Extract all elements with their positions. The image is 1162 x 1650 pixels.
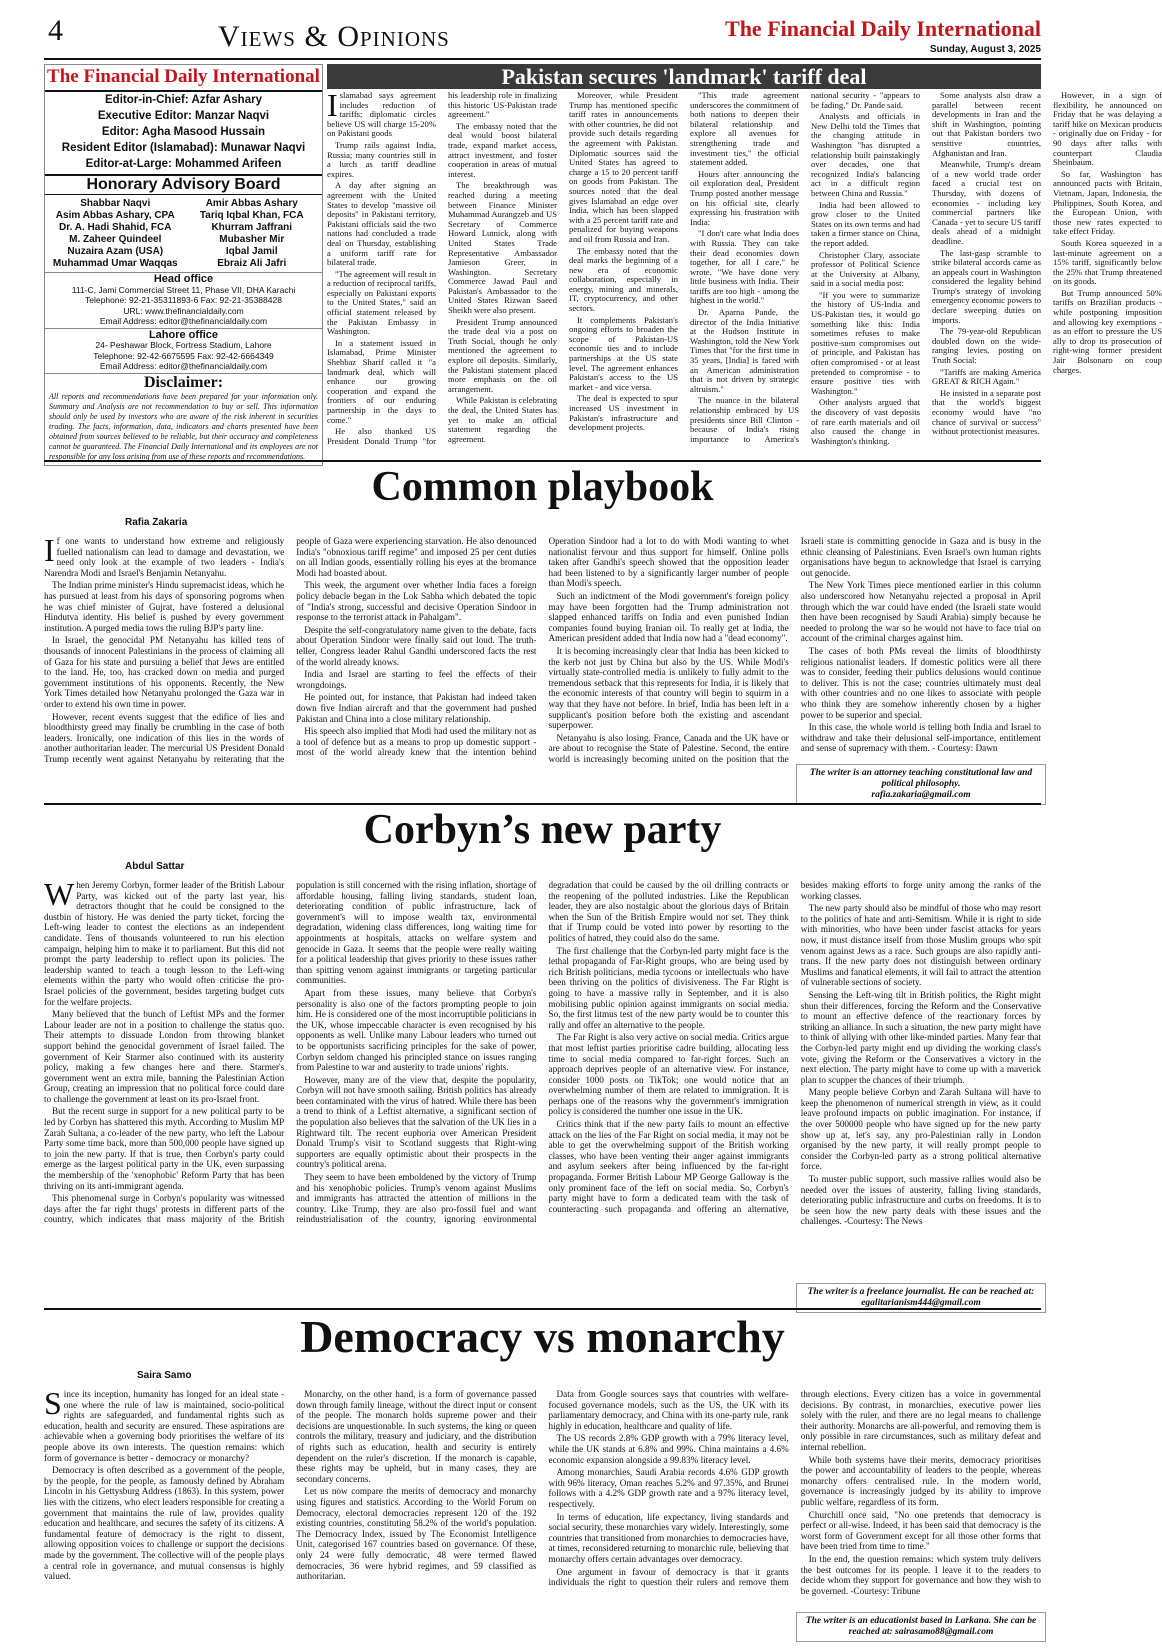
- editor-line: Editor: Agha Masood Hussain: [101, 126, 266, 138]
- paragraph: South Korea squeezed in a last-minute agreement on a 15% tariff, significantly below the 25% that Trump threatened on its goods.: [1053, 237, 1162, 287]
- paragraph: Sensing the Left-wing tilt in British politics, the Right might shun their differences, forcing the Reform and the Conservative to mount an effective defence of the reactionary forces by striking an alliance. In such a situation, the new party might have to think of allying with other like-minded parties. Many fear that the Corbyn-led party might end up dividing the working class's vote, giving the Reform or the Conservatives a victory in the next election. The party might have to come up with a maverick plan to scupper the chances of their triumph.: [800, 989, 1041, 1085]
- paragraph: In a statement issued in Islamabad, Prime Minister Shehbaz Sharif called it "a landmark deal, which will enhance our growing cooperation and expand the frontiers of our enduring partnership in the days to come.": [327, 337, 436, 425]
- paragraph: Churchill once said, "No one pretends that democracy is perfect or all-wise. Indeed, it has been said that democracy is the worst form of Government except for all those other forms that have been tried from time to time.": [800, 1509, 1041, 1552]
- paragraph: The embassy noted that the deal would boost bilateral trade, expand market access, attract investment, and foster cooperation in areas of mutual interest.: [448, 120, 557, 179]
- editor-line: Executive Editor: Manzar Naqvi: [97, 110, 270, 122]
- paragraph: He pointed out, for instance, that Pakistan had indeed taken down five Indian aircraft and that the government had pushed Pakistan and China into a close military relationship.: [296, 692, 537, 724]
- paragraph: Such an indictment of the Modi government's foreign policy may have been forgotten had the Trump administration not slapped enhanced tariffs on India and even punished Indian companies found buying Iranian oil. To really get at India, the American president added that India now had a "dead economy".: [548, 590, 789, 644]
- article-headline: Corbyn’s new party: [363, 807, 722, 853]
- author-email: rafia.zakaria@gmail.com: [871, 790, 971, 800]
- paragraph: Democracy is often described as a government of the people, by the people, for the people, as famously defined by Abraham Lincoln in his Gettysburg Address (1863). In this system, power lies with the citizens, who elect leaders responsible for creating a government that maintains the rule of law, provides quality education and healthcare, and secures the safety of its citizens. A fundamental feature of democracy is the right to dissent, allowing opposition voices to challenge or support the decisions made by the government. The collective will of the people plays a central role in governance, and mutual consensus is highly valued.: [44, 1465, 285, 1582]
- author-note: The writer is a freelance journalist. He can be reached at: egalitarianism444@gmail.com: [796, 1283, 1046, 1313]
- lahore-office-title: Lahore office: [148, 328, 219, 341]
- article-body: [44, 1385, 1041, 1609]
- paragraph: This week, the argument over whether India faces a foreign policy debacle began in the Lok Sabha which debated the topic of "India's strong, successful and decisive Operation Sindoor in response to the terrorist attack in Pahalgam".: [296, 580, 537, 623]
- paragraph: The US records 2.8% GDP growth with a 79% literacy level, while the UK stands at 6.8% and 99%. China maintains a 4.6% economic expansion alongside a 99.83% literacy level.: [548, 1433, 789, 1465]
- paragraph: He also thanked US President Donald Trump "for his leadership role in finalizing this historic US-Pakistan trade agreement.": [327, 90, 557, 446]
- editor-line: Editor-in-Chief: Azfar Ashary: [105, 94, 262, 106]
- paragraph: The New York Times piece mentioned earlier in this column also underscored how Netanyahu rejected a proposal in April through which the war could have ended (the Israeli state would then have been recognised by Saudi Arabia) simply because he needed to prolong the war so he would not have to face trial on account of the criminal charges against him.: [800, 580, 1041, 644]
- paragraph: Meanwhile, Trump's dream of a new world trade order faced a crucial test on Thursday, with dozens of economies - including key commercial partners like Canada - yet to secure US tariff deals ahead of a midnight deadline.: [932, 159, 1041, 246]
- author-note: [796, 764, 1046, 805]
- paragraph: In this case, the whole world is telling both India and Israel to withdraw and take their delusional self-importance, entitlement and sense of supremacy with them. - Courtesy: Dawn: [800, 722, 1041, 754]
- paragraph: Some analysts also draw a parallel between recent developments in Iran and the shift in Washington, pointing out that Pakistan borders two sensitive countries, Afghanistan and Iran.: [932, 90, 1041, 158]
- editor-list: [45, 92, 322, 172]
- paragraph: "This trade agreement underscores the commitment of both nations to deepen their bilateral relationship and explore all avenues for strengthening trade and investment ties," the official statement added.: [690, 90, 799, 168]
- header-brand: The Financial Daily International: [725, 16, 1041, 41]
- paragraph: If one wants to understand how extreme and religiously fuelled nationalism can lead to damage and devastation, we need only look at the example of two leaders - India's Narendra Modi and Israel's Benjamin Netanyahu.: [44, 532, 285, 578]
- masthead-brand: The Financial Daily International: [45, 65, 322, 92]
- article-headline: Democracy vs monarchy: [300, 1311, 785, 1362]
- paragraph: "The agreement will result in a reduction of reciprocal tariffs, especially on Pakistani exports to the United States," said an official statement released by the Pakistan Embassy in Washington.: [327, 268, 436, 337]
- editor-line: Resident Editor (Islamabad): Munawar Naqvi: [61, 142, 306, 154]
- paragraph: To muster public support, such massive rallies would also be needed over the issues of austerity, falling living standards, deteriorating public infrastructure and curbs on freedoms. It is to be seen how the new party deals with these issues and the challenges. -Courtesy: The News: [800, 1174, 1041, 1227]
- advisor: Muhammad Umar Waqqas: [52, 258, 178, 269]
- address-line: Telephone: 92-42-6675595 Fax: 92-42-6664349: [93, 350, 274, 361]
- paragraph: When Jeremy Corbyn, former leader of the British Labour Party, was kicked out of the party last year, his detractors thought that he could be consigned to the dustbin of history. He was denied the party ticket, forcing the Left-wing leader to contest the elections as an independent candidate. Tens of thousands volunteered to run his election campaign, helping him to make it to parliament. But this did not prompt the party leadership to reflect upon its policies. The leadership wanted to teach a tough lesson to the Left-wing elements within the party who would often criticise the pro-Israel policies of the government, besides targeting budget cuts for the welfare projects.: [44, 876, 285, 1007]
- paragraph: The breakthrough was reached during a meeting between Finance Minister Muhammad Aurangzeb and US Secretary of Commerce Howard Lutnick, along with United States Trade Representative Ambassador Jamieson Greer, in Washington. Secretary Commerce Jawad Paul and Pakistan's Ambassador to the United States Rizwan Saeed Sheikh were also present.: [448, 180, 557, 316]
- paragraph: "I don't care what India does with Russia. They can take their dead economies down together, for all I care," he wrote. "We have done very little business with India. Their tariffs are too high - among the highest in the world.": [690, 228, 799, 306]
- paragraph: A day after signing an agreement with the United States to develop "massive oil deposits" in Pakistani territory, Pakistani officials said the two nations had concluded a trade deal on Thursday, establishing a uniform tariff rate for bilateral trade.: [327, 180, 436, 268]
- disclaimer-title: Disclaimer:: [45, 373, 322, 392]
- byline: Abdul Sattar: [125, 861, 185, 872]
- paragraph: Analysts and officials in New Delhi told the Times that the changing attitude in Washington "has disrupted a relationship built painstakingly over decades, one that recognized India's balancing act in a difficult region between China and Russia.": [811, 111, 920, 198]
- paragraph: Critics think that if the new party fails to mount an effective attack on the lies of the Far Right on social media, it may not be able to get the overwhelming support of the British working classes, who have been venting their anger against immigrants and asylum seekers after being influenced by the far-right propaganda. Former British Labour MP George Galloway is the only prominent face of the left on social media. So, Corbyn's party might have to form a dedicated team with the task of counteracting such propaganda and offering an alternative, besides making efforts to forge unity among the ranks of the working classes.: [548, 880, 1041, 1214]
- paragraph: Apart from these issues, many believe that Corbyn's personality is also one of the factors prompting people to join him. He is considered one of the most incorruptible politicians in the UK, whose impeccable character is even recognised by his opponents as well. Unlike many Labour leaders who turned out to be opportunists sacrificing principles for the sake of power, Corbyn seldom changed his principled stance on issues ranging from Palestine to war and austerity to trade unions' rights.: [296, 987, 537, 1073]
- head-office-title: Head office: [153, 273, 214, 285]
- paragraph: The deal is expected to spur increased US investment in Pakistan's infrastructure and development projects.: [569, 393, 678, 433]
- paragraph: The last-gasp scramble to strike bilateral accords came as an appeals court in Washington considered the legality behind Trump's strategy of invoking emergency economic powers to declare sweeping duties on imports.: [932, 247, 1041, 325]
- masthead: [44, 64, 323, 466]
- lahore-office: [45, 328, 322, 373]
- advisory-board-title: Honorary Advisory Board: [45, 174, 322, 195]
- paragraph: Many believed that the bunch of Leftist MPs and the former Labour leader are not in a position to challenge the status quo. Their attempts to dissuade London from throwing blanket support behind the genocidal government of Israel failed. The government of Keir Starmer also continued with its austerity policy, making a few changes here and there. Starmer's government went an extra mile, banning the Palestinian Action Group, creating an impression that no political force could dare to challenge the government at least on its pro-Israel front.: [44, 1009, 285, 1104]
- paragraph: Let us now compare the merits of democracy and monarchy using figures and statistics. According to the World Forum on Democracy, electoral democracies represent 120 of the 192 existing countries, constituting 58.2% of the world's population. The Democracy Index, issued by The Economist Intelligence Unit, categorised 167 countries based on governance. Of these, only 24 were fully democratic, 48 were termed flawed democracies, 36 were hybrid regimes, and 59 classified as authoritarian.: [296, 1486, 537, 1582]
- article-body: [44, 532, 1041, 780]
- advisor: Amir Abbas Ashary: [205, 198, 298, 209]
- paragraph: Data from Google sources says that countries with welfare-focused governance models, such as the US, the UK with its parliamentary democracy, and China with its one-party rule, rank highly in education, healthcare and quality of life.: [548, 1389, 789, 1431]
- paragraph: President Trump announced the trade deal via a post on Truth Social, though he only mentioned the agreement to explore oil deposits. Similarly, the Pakistani statement placed more emphasis on the oil arrangement.: [448, 316, 557, 394]
- page-number: 4: [48, 14, 63, 47]
- paragraph: However, many are of the view that, despite the popularity, Corbyn will not have smooth sailing. British politics has already been contaminated with the virus of hatred. While there has been a trend to think of a Leftist alternative, a significant section of the population also believes that the salvation of the UK lies in a Rightward tilt. The recent euphoria over American President Donald Trump's visit to Scotland suggests that Right-wing supporters are equally optimistic about their prospects in the country's political arena.: [296, 1074, 537, 1170]
- paragraph: In the end, the question remains: which system truly delivers the best outcomes for its people. I leave it to the readers to decide whom they support for governance and how they wish to be governed. -Courtesy: Tribune: [800, 1553, 1041, 1596]
- advisor: Dr. A. Hadi Shahid, FCA: [59, 222, 172, 233]
- paragraph: In Israel, the genocidal PM Netanyahu has killed tens of thousands of innocent Palestinians in the process of claiming all of Gaza for his state and pursuing a belief that Jews are entitled to the land. He, too, has cracked down on media and purged government institutions of his opponents. Recently, the New York Times detailed how Netanyahu prolonged the Gaza war in order to extend his own time in power.: [44, 635, 285, 709]
- address-line: Email Address: editor@thefinancialdaily.com: [99, 316, 268, 326]
- paragraph: His speech also implied that Modi had used the military not as a tool of defence but as a means to prop up domestic support - most of the world already knew that the intention behind Operation Sindoor had a lot to do with Modi wanting to whet nationalist fervour and thus support for himself. Online polls taken after Gandhi's speech showed that the opposition leader had been listened to by a significantly larger number of people than Modi's speech.: [296, 536, 789, 758]
- section-rule: [44, 803, 1041, 805]
- paragraph: The cases of both PMs reveal the limits of bloodthirsty religious nationalist leaders. If domestic politics were all there was to consider, feeding their publics delusions would continue to deliver. This is not the case; countries ultimately must deal with other countries and no one likes to associate with people who think they are somehow inherently chosen by a higher power to be superior and special.: [800, 645, 1041, 720]
- paragraph: The Far Right is also very active on social media. Critics argue that most leftist parties prioritise cadre building, allocating less time to social media compared to far-right forces. Such an approach deprives people of an alternative view. For instance, consider 1000 posts on TikTok; one would notice that an overwhelming number of them are related to immigration. It is perhaps one of the reasons why the government's immigration policy is considered the number one issue in the UK.: [548, 1032, 789, 1117]
- advisor: Iqbal Jamil: [225, 246, 278, 257]
- advisory-right: [184, 198, 321, 270]
- article-headline: Pakistan secures 'landmark' tariff deal: [327, 64, 1041, 89]
- paragraph: The Indian prime minister's Hindu supremacist ideas, which he has pursued at least from his days of sponsoring pogroms when he was chief minister of Gujrat, have fostered a delusional Hindutva identity. His belief is pushed by every government institution. A purged media tows the ruling BJP's party line.: [44, 580, 285, 633]
- paragraph: He insisted in a separate post that the world's biggest economy would have "no chance of survival or success" without protectionist measures.: [932, 387, 1041, 437]
- paragraph: One argument in favour of democracy is that it grants individuals the right to question their rulers and remove them through elections. Every citizen has a voice in governmental decisions. By contrast, in monarchies, executive power lies solely with the ruler, and there are no legal means to challenge their authority. Monarchs are all-powerful, and removing them is only possible in rare circumstances, such as military defeat and internal rebellion.: [548, 1389, 1041, 1588]
- paragraph: "Tariffs are making America GREAT & RICH Again.": [932, 366, 1041, 387]
- paragraph: However, recent events suggest that the edifice of lies and bloodthirsty greed may finally be crumbling in the case of both leaders. Ironically, one indication of this lies in the words of another authoritarian leader. The mercurial US President Donald Trump recently went against Netanyahu by reiterating that the people of Gaza were experiencing starvation. He also denounced India's "obnoxious tariff regime" and imposed 25 per cent duties on all Indian goods, essentially rolling his eyes at the bromance Modi had boasted about.: [44, 536, 537, 764]
- paragraph: Many people believe Corbyn and Zarah Sultana will have to keep the phenomenon of numerical strength in view, as it could leave profound impacts on public imagination. For instance, if the over 500000 people who have signed up for the new party show up at, let's say, any pro-Palestinian rally in London organised by the new party, it will really prompt people to consider the Corbyn-led party as a strong political alternative force.: [800, 1087, 1041, 1172]
- advisor: Shabbar Naqvi: [80, 198, 151, 209]
- paragraph: Since its inception, humanity has longed for an ideal state - one where the rule of law is maintained, socio-political rights are safeguarded, and fundamental rights such as education, health and security are ensured. These aspirations are achievable when a governing body prioritises the welfare of its people above its own interests. The question remains: which form of governance is better - democracy or monarchy?: [44, 1385, 285, 1463]
- section-rule: [44, 460, 1041, 462]
- paragraph: Moreover, while President Trump has mentioned specific tariff rates in announcements with other countries, he did not provide such details regarding the agreement with Pakistan. Diplomatic sources said the United States has agreed to charge a 15 to 20 percent tariff on goods from Pakistan. The sources noted that the deal gives Islamabad an edge over India, which has been slapped with a 25 percent tariff rate and penalized for buying weapons and oil from Russia and Iran.: [569, 90, 678, 244]
- byline: Saira Samo: [137, 1370, 192, 1381]
- advisor: Khurram Jaffrani: [211, 222, 293, 233]
- paragraph: "If you were to summarize the history of US-India and US-Pakistan ties, it would go something like this: India sometimes refuses to make positive-sum compromises out of principle, and Pakistan has often compromised - or at least pretended to compromise - to ensure positive ties with Washington.": [811, 289, 920, 396]
- author-note: The writer is an educationist based in Larkana. She can be reached at: sairasamo88@gmail.com: [796, 1612, 1046, 1642]
- advisor: Ebraiz Ali Jafri: [217, 258, 287, 269]
- paragraph: So far, Washington has announced pacts with Britain, Vietnam, Japan, Indonesia, the Philippines, South Korea, and the European Union, with those new rates expected to take effect Friday.: [1053, 168, 1162, 237]
- paragraph: But the recent surge in support for a new political party to be led by Corbyn has shattered this myth. According to Muslim MP Zarah Sultana, a co-leader of the new party, who left the Labour Party some time back, more than 500,000 people have signed up to join the new party. If that is true, then Corbyn's party could emerge as the largest political party in the UK, even surpassing the membership of the 'xenophobic' Reform Party that has been thriving on its anti-immigrant agenda.: [44, 1106, 285, 1191]
- advisor: Mubasher Mir: [219, 234, 285, 245]
- address-line: 111-C, Jami Commercial Street 11, Phase VII, DHA Karachi: [71, 284, 296, 295]
- paragraph: Islamabad says agreement includes reduction of tariffs; diplomatic circles believe US will charge 15-20% on Pakistani goods: [327, 87, 436, 139]
- paragraph: It is becoming increasingly clear that India has been kicked to the kerb not just by China but also by the US. While Modi's virtually state-controlled media is unlikely to fully admit to the tremendous setback that this represents for India, it is likely that the economic interests of that country will begin to squirm in a way that they have not before. In brief, India has been left in a supplicant's position before both the existing and ascendant superpower.: [548, 645, 789, 731]
- article-body: [327, 87, 1162, 453]
- editor-line: Editor-at-Large: Mohammed Arifeen: [85, 158, 282, 170]
- head-office: [45, 272, 322, 328]
- address-line: URL: www.thefinancialdaily.com: [123, 305, 244, 316]
- advisor: Asim Abbas Ashary, CPA: [55, 210, 175, 221]
- paragraph: Monarchy, on the other hand, is a form of governance passed down through family lineage, without the direct input or consent of the people. The monarch holds supreme power and their decisions are unquestionable. In such systems, the king or queen controls the military, treasury and judiciary, and the distribution of rights such as education, health and security is entirely dependent on the ruler's discretion. If the monarch is capable, these rights may be upheld, but in many cases, they are secondary concerns.: [296, 1389, 537, 1484]
- advisor: Nuzaira Azam (USA): [67, 246, 164, 257]
- paragraph: Among monarchies, Saudi Arabia records 4.6% GDP growth with 96% literacy, Oman reaches 5.2% and 97.35%, and Brunei follows with a 4.2% GDP growth rate and a 97% literacy level, respectively.: [548, 1467, 789, 1509]
- advisory-left: [47, 198, 184, 270]
- advisor: Tariq Iqbal Khan, FCA: [199, 210, 304, 221]
- paragraph: This phenomenal surge in Corbyn's popularity was witnessed days after the far right thugs' protests in different parts of the country, which indicates that mass majority of the British population is still concerned with the rising inflation, shortage of affordable housing, falling living standards, student loan, deteriorating condition of public infrastructure, lack of government's will to impose wealth tax, environmental degradation, widening class differences, long waiting time for appointments at hospitals, attacks on welfare system and genocide in Gaza. It seems that the people were really waiting for a political leadership that gives priority to these issues rather than spitting venom against immigrants or targeting particular communities.: [44, 880, 537, 1225]
- advisor: M. Zaheer Quindeel: [69, 234, 162, 245]
- paragraph: The 79-year-old Republican doubled down on the wide-ranging levies, posting on Truth Social:: [932, 326, 1041, 366]
- address-line: 24- Peshawar Block, Fortress Stadium, Lahore: [95, 340, 272, 350]
- paragraph: The new party should also be mindful of those who may resort to the politics of hate and anti-Semitism. While it is right to side with minorities, who have been under fascist attacks for years now, it must distance itself from those Muslim groups who spit venom against Jews as a race. Such groups are also rapidly anti-trans. If the new party does not distinguish between ordinary Muslims and fanatical elements, it will fail to attract the attention of vulnerable sections of society.: [800, 903, 1041, 988]
- paragraph: Christopher Clary, associate professor of Political Science at the University at Albany, said in a social media post:: [811, 249, 920, 289]
- paragraph: It complements Pakistan's ongoing efforts to broaden the scope of Pakistan-US economic ties and to include partnerships at the US state level. The agreement enhances Pakistan's access to the US market - and vice versa.: [569, 314, 678, 392]
- paragraph: Trump rails against India, Russia; many countries still in a lurch as tariff deadline expires.: [327, 139, 436, 179]
- address-line: Telephone: 92-21-35311893-6 Fax: 92-21-35388428: [85, 295, 282, 305]
- paragraph: While both systems have their merits, democracy prioritises the power and accountability of leaders to the people, whereas monarchy offers centralised rule. In the modern world, governance is increasingly judged by its ability to improve public welfare, regardless of its form.: [800, 1454, 1041, 1507]
- header-rule: [44, 58, 1041, 60]
- paragraph: Netanyahu is also losing. France, Canada and the UK have or are about to recognise the State of Palestine. Second, the entire world is increasingly becoming united on the position that the Israeli state is committing genocide in Gaza and is busy in the ethnic cleansing of Palestinians. Even Israel's own human rights organisations have begun to acknowledge that Israel is carrying out genocide.: [548, 536, 1041, 764]
- paragraph: While Pakistan is celebrating the deal, the United States has yet to make an official statement regarding the agreement.: [448, 395, 557, 444]
- paragraph: The first challenge that the Corbyn-led party might face is the lethal propaganda of Far-Right groups, who are being used by rich British politicians, media tycoons or intellectuals who have been thriving on the politics of divisiveness. The Far Right is going to have a massive rally in September, and it is also mobilising public opinion against immigrants on social media. So, the first litmus test of the new party would be to counter this rally and offer an alternative to the people.: [548, 945, 789, 1030]
- paragraph: Dr. Aparna Pande, the director of the India Initiative at the Hudson Institute in Washington, told the New York Times that "for the first time in 35 years, [India] is faced with an American administration that is not driven by strategic altruism.": [690, 307, 799, 394]
- paragraph: In terms of education, life expectancy, living standards and social security, these monarchies vary widely. Interestingly, some countries that transitioned from monarchies to democracies have, at times, reconsidered returning to monarchic rule, believing that monarchy offers certain advantages over democracy.: [548, 1511, 789, 1564]
- section-title: Views & Opinions: [218, 20, 450, 53]
- paragraph: However, in a sign of flexibility, he announced on Friday that he was delaying a tariff hike on Mexican products - originally due on Friday - for 90 days after talks with counterpart Claudia Sheinbaum.: [1053, 90, 1162, 168]
- address-line: Email Address: editor@thefinancialdaily.com: [99, 361, 268, 371]
- paragraph: Hours after announcing the oil exploration deal, President Trump posted another message on his official site, clearly expressing his frustration with India:: [690, 168, 799, 227]
- paragraph: The embassy noted that the deal marks the beginning of a new era of economic collaboration, especially in energy, mining and minerals, IT, cryptocurrency, and other sectors.: [569, 245, 678, 314]
- paragraph: They seem to have been emboldened by the victory of Trump and his xenophobic policies. Trump's venom against Muslims and immigrants has attracted the attention of millions in the country. Like Trump, they are also pro-fossil fuel and want reindustrialisation of the country, ignoring environmental degradation that could be caused by the oil drilling contracts or the reopening of the polluted industries. Like the Republican leader, they are also nostalgic about the glorious days of Britain when the Sun of the British Empire would not set. They think that if Trump could be voted into power by resorting to the politics of hatred, they could also do the same.: [296, 880, 789, 1225]
- advisory-board: [45, 195, 322, 272]
- paragraph: Despite the self-congratulatory name given to the debate, facts about Operation Sindoor were finally said out loud. The truth-teller, Congress leader Rahul Gandhi underscored facts the rest of the world already knows.: [296, 624, 537, 667]
- article-body: [44, 876, 1041, 1275]
- header-date: Sunday, August 3, 2025: [929, 44, 1041, 55]
- author-note-text: The writer is an attorney teaching constitutional law and political philosophy.: [809, 768, 1033, 789]
- paragraph: The nuance in the bilateral relationship embraced by US presidents since Bill Clinton - because of India's rising importance to America's national security - "appears to be fading," Dr. Pande said.: [690, 90, 920, 444]
- paragraph: India and Israel are starting to feel the effects of their wrongdoings.: [296, 669, 537, 690]
- article-headline: Common playbook: [371, 464, 714, 510]
- paragraph: India had been allowed to grow closer to the United States on its own terms and had taken a firmer stance on China, the report added.: [811, 199, 920, 248]
- paragraph: Other analysts argued that the discovery of vast deposits of rare earth materials and oil also caused the change in Washington's thinking.: [811, 397, 920, 446]
- disclaimer-text: All reports and recommendations have been prepared for your information only. Summary and Analysis are not recommendation to buy or sell. This information should only be used by investors who are aware of the risk inherent in securities trading. The facts, information, data, indicators and charts presented have been obtained from sources believed to be reliable, but their accuracy and completeness cannot be guaranteed. The Financial Daily International and its employees are not responsible for any loss arising from use of these reports and recommendations.: [49, 391, 318, 461]
- byline: Rafia Zakaria: [125, 517, 188, 528]
- paragraph: But Trump announced 50% tariffs on Brazilian products - while postponing imposition and allowing key exemptions - as an effort to pressure the US ally to drop its prosecution of right-wing former president Jair Bolsonaro on coup charges.: [1053, 287, 1162, 375]
